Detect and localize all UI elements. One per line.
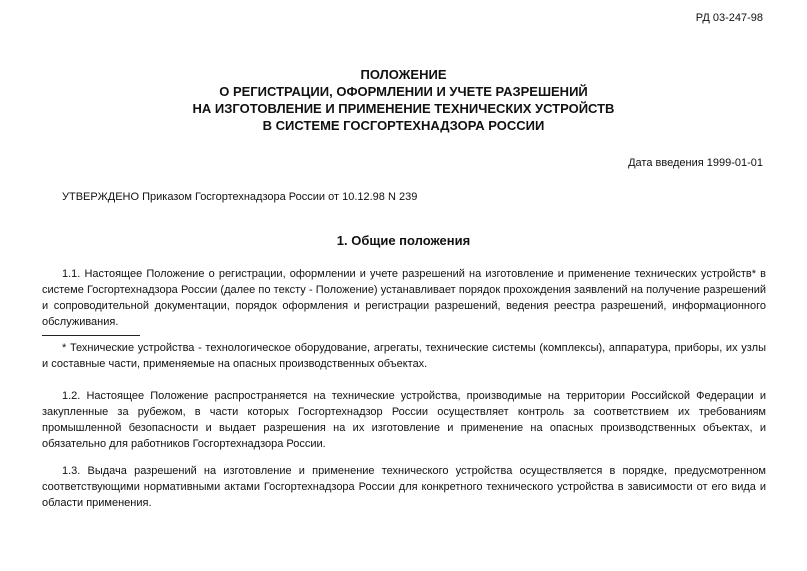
paragraph-1-2: 1.2. Настоящее Положение распространяется на технические устройства, производимые на территории Российской Федерации и закупленные за рубежом, в части которых Госгортехнадзор России осуществляет контроль за соответствием их требованиям промышленной безопасности и выдает разрешения на их изготовление и применение на опасных производственных объектах, и обязательно для работников Госгортехнадзора России. [42, 390, 766, 450]
approval-note: УТВЕРЖДЕНО Приказом Госгортехнадзора России от 10.12.98 N 239 [62, 191, 418, 203]
introduction-date: Дата введения 1999-01-01 [628, 157, 763, 169]
footnote: * Технические устройства - технологическое оборудование, агрегаты, технические системы (комплексы), аппаратура, приборы, их узлы и составные части, применяемые на опасных производственных объектах. [42, 342, 766, 370]
footnote-divider [42, 335, 140, 336]
section-heading: 1. Общие положения [336, 233, 471, 248]
title-line-1: ПОЛОЖЕНИЕ [360, 67, 447, 82]
document-code: РД 03-247-98 [695, 12, 763, 24]
paragraph-1-1: 1.1. Настоящее Положение о регистрации, оформлении и учете разрешений на изготовление и применение технических устройств* в системе Госгортехнадзора России (далее по тексту - Положение) устанавливает порядок прохождения заявлений на получение разрешений и сопроводительной документации, порядок оформления и регистрации разрешений, ведения реестра разрешений, информационного обслуживания. [42, 268, 766, 328]
title-line-4: В СИСТЕМЕ ГОСГОРТЕХНАДЗОРА РОССИИ [262, 118, 545, 133]
title-line-2: О РЕГИСТРАЦИИ, ОФОРМЛЕНИИ И УЧЕТЕ РАЗРЕШЕНИЙ [219, 84, 588, 99]
document-title [0, 66, 807, 134]
title-line-3: НА ИЗГОТОВЛЕНИЕ И ПРИМЕНЕНИЕ ТЕХНИЧЕСКИХ УСТРОЙСТВ [192, 101, 615, 116]
paragraph-1-3: 1.3. Выдача разрешений на изготовление и применение технического устройства осуществляется в порядке, предусмотренном соответствующими нормативными актами Госгортехнадзора России для конкретного технического устройства в зависимости от его вида и области применения. [42, 465, 766, 509]
